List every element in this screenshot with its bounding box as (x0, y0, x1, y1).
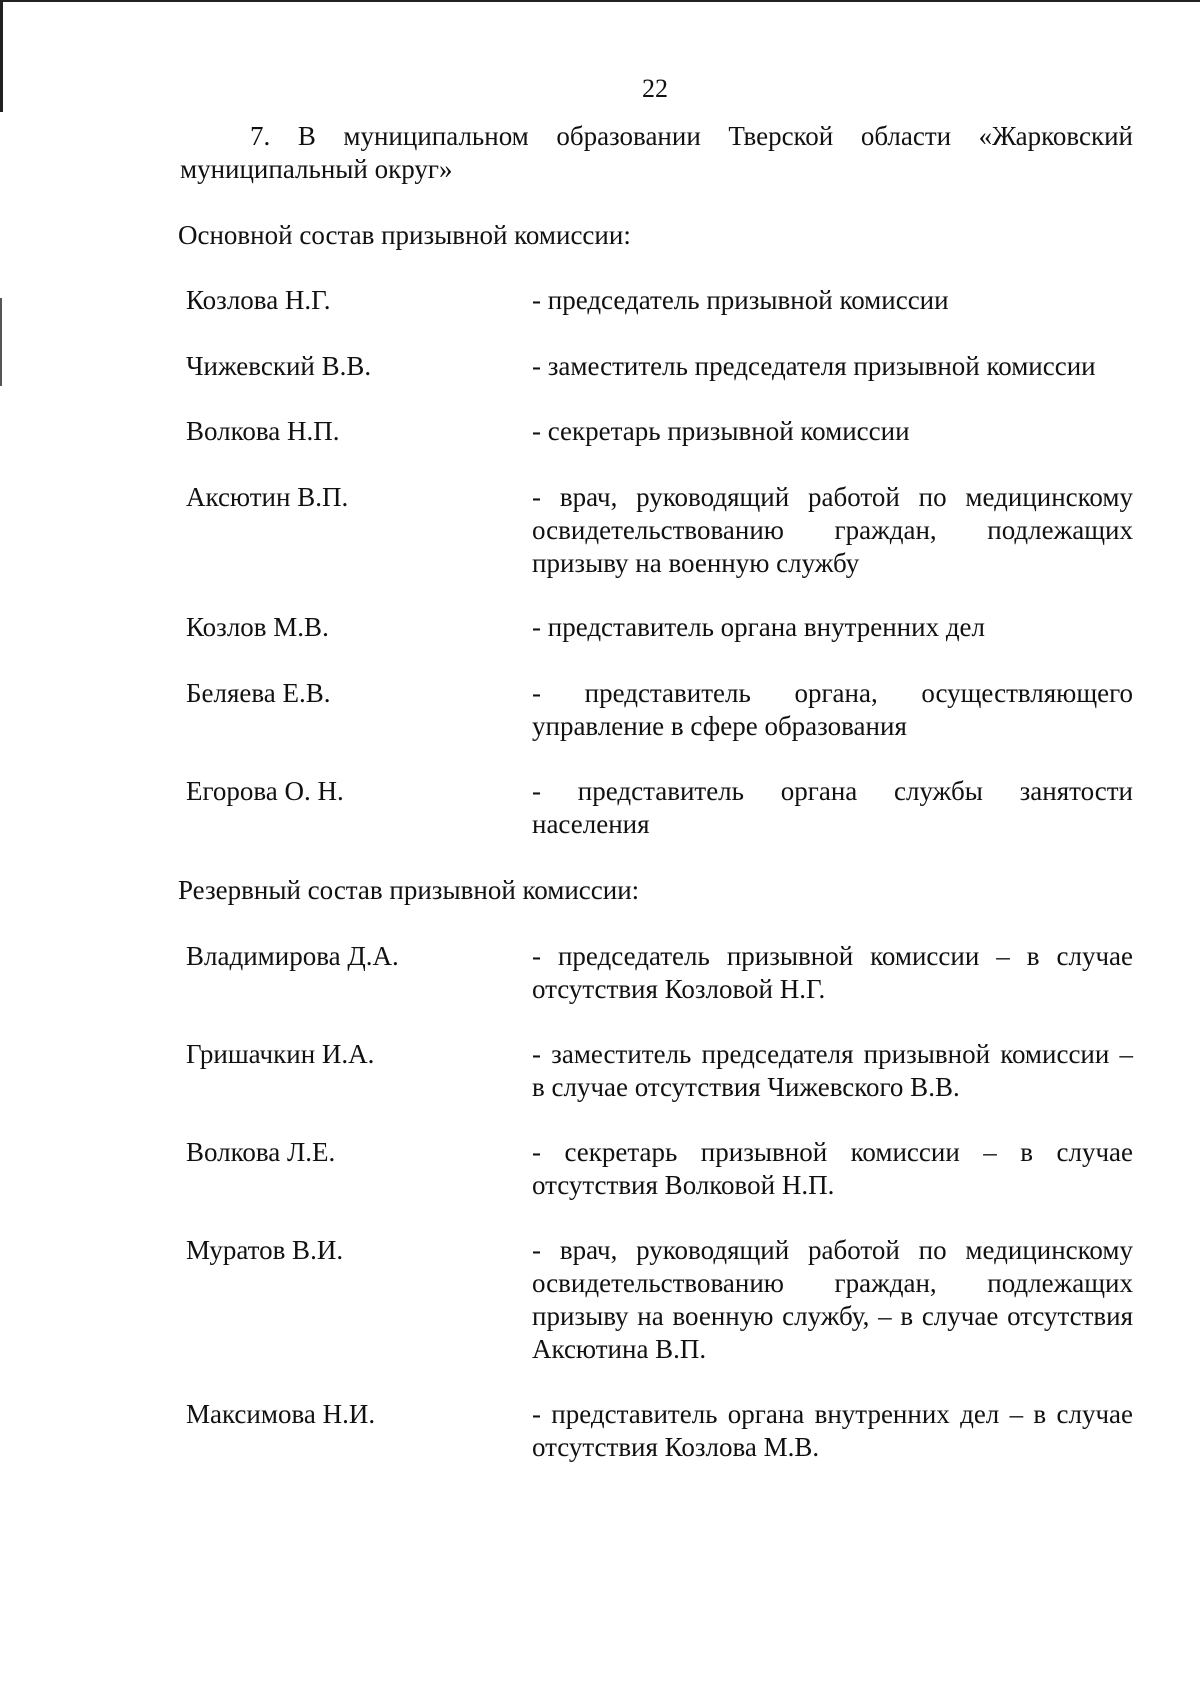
member-role: - представитель органа службы занятости населения (532, 776, 1133, 839)
intro-line-1: 7. В муниципальном образовании Тверской области «Жарковский (250, 121, 1133, 151)
member-role: - представитель органа, осуществляющего управление в сфере образования (532, 678, 1133, 741)
member-name: Егорова О. Н. (186, 776, 344, 806)
member-name: Муратов В.И. (186, 1235, 344, 1265)
member-name: Волкова Л.Е. (186, 1137, 336, 1167)
main-composition-title: Основной состав призывной комиссии: (178, 220, 631, 250)
member-name: Максимова Н.И. (186, 1399, 376, 1429)
member-name: Волкова Н.П. (186, 416, 340, 446)
member-role: - секретарь призывной комиссии (532, 416, 910, 446)
member-name: Козлов М.В. (186, 612, 329, 642)
member-role: - врач, руководящий работой по медицинскому освидетельствованию граждан, подлежащих призыву на военную службу, – в случае отсутствия Аксютина В.П. (532, 1235, 1133, 1364)
member-role: - заместитель председателя призывной комиссии (532, 351, 1096, 381)
member-name: Владимирова Д.А. (186, 941, 399, 971)
member-role: - заместитель председателя призывной комиссии – в случае отсутствия Чижевского В.В. (532, 1039, 1133, 1102)
member-name: Чижевский В.В. (186, 351, 372, 381)
member-role: - секретарь призывной комиссии – в случае отсутствия Волковой Н.П. (532, 1137, 1133, 1200)
member-name: Козлова Н.Г. (186, 285, 331, 315)
intro-line-2: муниципальный округ» (180, 154, 453, 184)
member-role: - врач, руководящий работой по медицинскому освидетельствованию граждан, подлежащих призыву на военную службу (532, 482, 1133, 578)
member-name: Аксютин В.П. (186, 482, 349, 512)
member-role: - представитель органа внутренних дел (532, 612, 986, 642)
member-role: - представитель органа внутренних дел – в случае отсутствия Козлова М.В. (532, 1399, 1133, 1462)
reserve-composition-title: Резервный состав призывной комиссии: (178, 875, 640, 905)
member-name: Беляева Е.В. (186, 678, 331, 708)
member-role: - председатель призывной комиссии – в случае отсутствия Козловой Н.Г. (532, 941, 1133, 1004)
member-name: Гришачкин И.А. (186, 1039, 375, 1069)
scan-top-edge (0, 0, 1200, 2)
section-intro (180, 120, 1133, 186)
scan-left-edge-mark (0, 298, 2, 386)
page-number: 22 (642, 74, 668, 103)
member-role: - председатель призывной комиссии (532, 285, 949, 315)
